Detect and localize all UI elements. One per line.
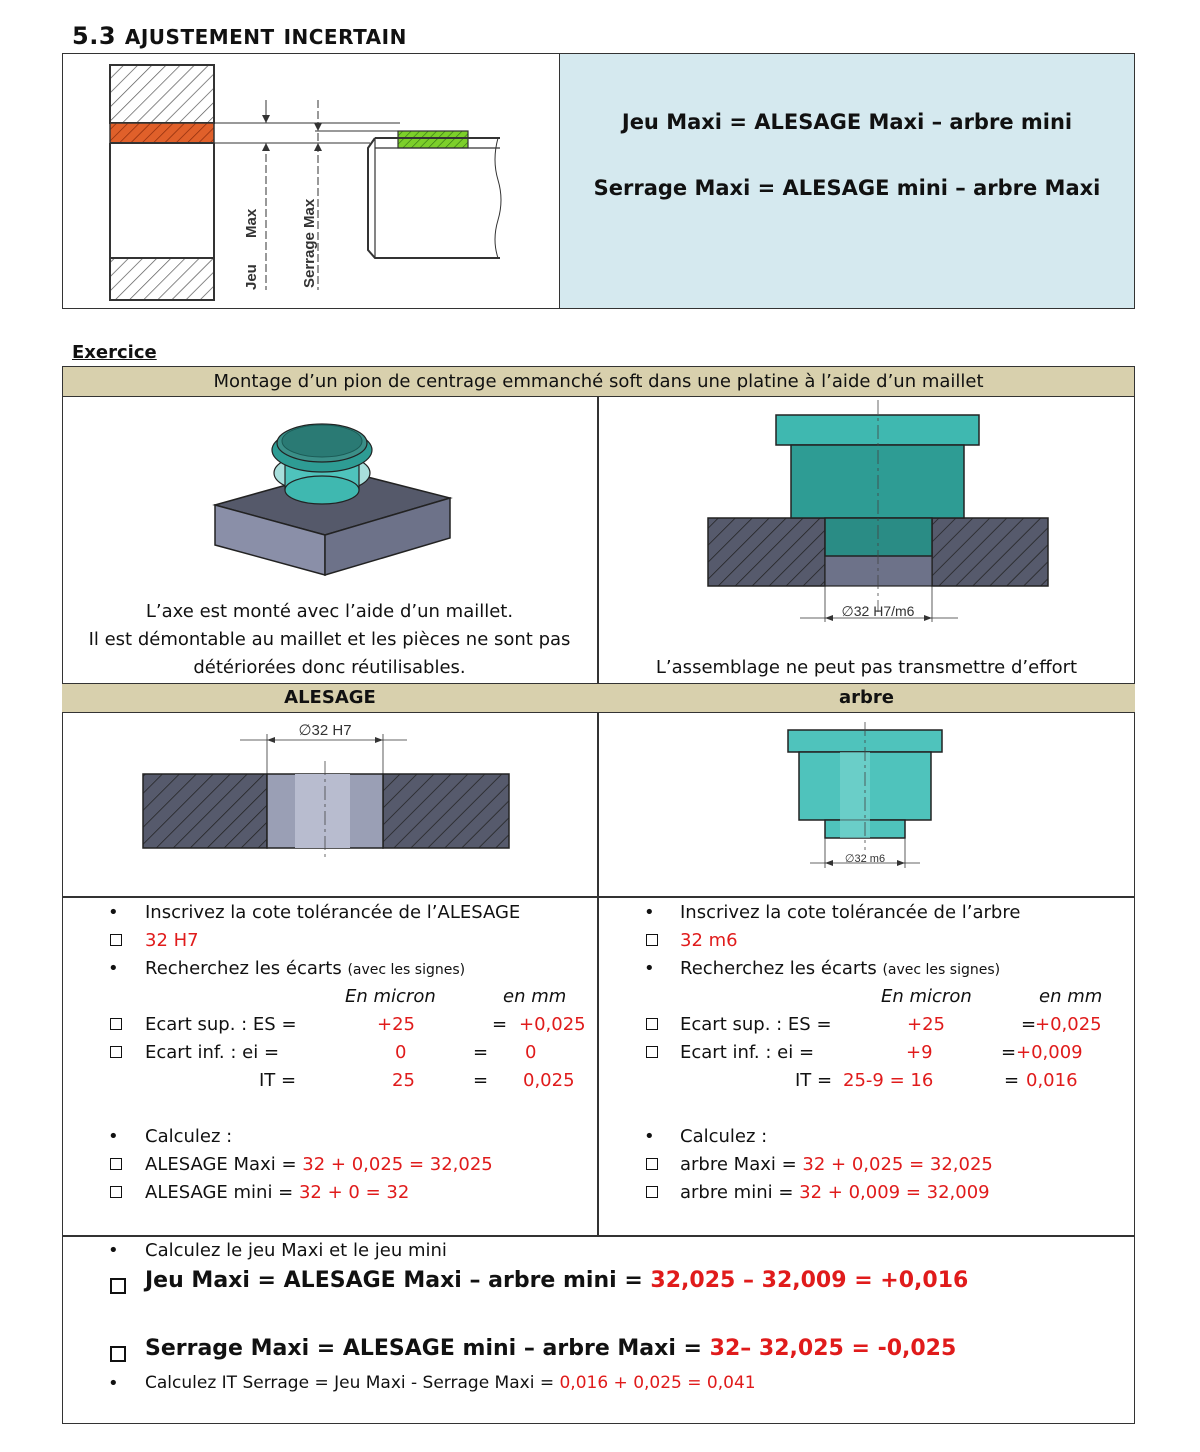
shaft-dimension-label: ∅32 m6 [844, 853, 886, 865]
bore-dimension-label: ∅32 H7 [298, 722, 352, 739]
diagram-label-jeu: Jeu [243, 264, 260, 290]
bullet: • [644, 1126, 655, 1147]
bullet: • [108, 1240, 119, 1261]
isometric-assembly-illustration [205, 410, 465, 580]
right-ei-micron: +9 [906, 1042, 933, 1063]
col-header-alesage: ALESAGE [62, 683, 598, 713]
exercise-banner: Montage d’un pion de centrage emmanché soft dans une platine à l’aide d’un maillet [62, 366, 1135, 397]
right-es-micron: +25 [907, 1014, 945, 1035]
left-it-eq: = [473, 1070, 489, 1091]
assembly-dimension-label: ∅32 H7/m6 [841, 603, 915, 619]
left-answers [62, 900, 598, 1230]
left-calc: Calculez : [145, 1126, 233, 1147]
left-caption [62, 598, 597, 682]
right-it-mm: 0,016 [1026, 1070, 1078, 1091]
section-title-part2: INCERTAIN [283, 25, 407, 49]
left-hdr-mm: en mm [503, 986, 567, 1007]
diagram-label-serrage-max: Serrage Max [301, 198, 318, 288]
right-maxi: arbre Maxi = 32 + 0,025 = 32,025 [680, 1154, 993, 1175]
section-title [72, 22, 407, 50]
left-hdr-micron: En micron [345, 986, 436, 1007]
right-es-label: Ecart sup. : ES = [680, 1014, 832, 1035]
bullet: • [108, 902, 119, 923]
bullet: • [108, 1126, 119, 1147]
right-hdr-mm: en mm [1039, 986, 1103, 1007]
left-mini: ALESAGE mini = 32 + 0 = 32 [145, 1182, 410, 1203]
checkbox-icon [110, 1158, 122, 1170]
col-header-arbre: arbre [598, 683, 1135, 713]
right-it-eq: = [1004, 1070, 1020, 1091]
bullet: • [644, 958, 655, 979]
left-it-mm: 0,025 [523, 1070, 575, 1091]
right-ei-label: Ecart inf. : ei = [680, 1042, 815, 1063]
right-hdr-micron: En micron [881, 986, 972, 1007]
left-it-micron: 25 [392, 1070, 415, 1091]
left-es-mm: +0,025 [519, 1014, 586, 1035]
left-caption-line-1: L’axe est monté avec l’aide d’un maillet. [145, 601, 514, 622]
right-it-micron: 25-9 = 16 [843, 1070, 934, 1091]
checkbox-icon [646, 1186, 658, 1198]
bullet: • [108, 958, 119, 979]
checkbox-icon [110, 1046, 122, 1058]
right-es-mm: +0,025 [1035, 1014, 1102, 1035]
section-number: 5.3 [72, 22, 117, 50]
right-ei-eq: = [1001, 1042, 1017, 1063]
fit-diagram [100, 60, 530, 306]
left-it-label: IT = [259, 1070, 297, 1091]
checkbox-icon [110, 1278, 126, 1294]
it-serrage-result: Calculez IT Serrage = Jeu Maxi - Serrage Maxi = 0,016 + 0,025 = 0,041 [145, 1373, 756, 1393]
checkbox-icon [646, 934, 658, 946]
formula-jeu-maxi: Jeu Maxi = ALESAGE Maxi – arbre mini [621, 110, 1073, 134]
right-mini: arbre mini = 32 + 0,009 = 32,009 [680, 1182, 990, 1203]
row-divider-2 [62, 1235, 1135, 1237]
left-caption-line-3: détériorées donc réutilisables. [193, 657, 466, 678]
right-it-label: IT = [795, 1070, 833, 1091]
right-es-eq: = [1021, 1014, 1037, 1035]
right-ei-mm: +0,009 [1016, 1042, 1083, 1063]
left-q2: Recherchez les écarts (avec les signes) [145, 958, 466, 979]
section-title-part1: AJUSTEMENT [124, 25, 275, 49]
bullet: • [108, 1373, 119, 1394]
checkbox-icon [110, 934, 122, 946]
formula-box [559, 53, 1135, 309]
checkbox-icon [646, 1018, 658, 1030]
checkbox-icon [110, 1346, 126, 1362]
bottom-question: Calculez le jeu Maxi et le jeu mini [145, 1240, 447, 1261]
left-ei-eq: = [473, 1042, 489, 1063]
right-q1: Inscrivez la cote tolérancée de l’arbre [680, 902, 1021, 923]
left-ei-micron: 0 [395, 1042, 407, 1063]
jeu-maxi-result: Jeu Maxi = ALESAGE Maxi – arbre mini = 32,025 – 32,009 = +0,016 [145, 1268, 969, 1293]
checkbox-icon [646, 1158, 658, 1170]
left-es-label: Ecart sup. : ES = [145, 1014, 297, 1035]
left-ei-mm: 0 [525, 1042, 537, 1063]
right-caption: L’assemblage ne peut pas transmettre d’effort [655, 657, 1078, 678]
serrage-maxi-result: Serrage Maxi = ALESAGE mini – arbre Maxi = 32– 32,025 = -0,025 [145, 1336, 957, 1361]
shaft-drawing [780, 720, 950, 870]
bottom-results [62, 1238, 1135, 1423]
left-es-eq: = [492, 1014, 508, 1035]
assembly-section-drawing [700, 400, 1055, 630]
bullet: • [644, 902, 655, 923]
left-caption-line-2: Il est démontable au maillet et les pièces ne sont pas [88, 629, 571, 650]
left-es-micron: +25 [377, 1014, 415, 1035]
row-divider-1 [62, 896, 1135, 898]
checkbox-icon [110, 1018, 122, 1030]
left-q1: Inscrivez la cote tolérancée de l’ALESAGE [145, 902, 521, 923]
bore-section-drawing [135, 716, 520, 861]
left-a1: 32 H7 [145, 930, 199, 951]
exercise-label: Exercice [72, 342, 157, 363]
right-q2: Recherchez les écarts (avec les signes) [680, 958, 1001, 979]
left-maxi: ALESAGE Maxi = 32 + 0,025 = 32,025 [145, 1154, 493, 1175]
right-a1: 32 m6 [680, 930, 738, 951]
right-calc: Calculez : [680, 1126, 768, 1147]
left-ei-label: Ecart inf. : ei = [145, 1042, 280, 1063]
diagram-label-max: Max [243, 208, 260, 238]
checkbox-icon [110, 1186, 122, 1198]
formula-serrage-maxi: Serrage Maxi = ALESAGE mini – arbre Maxi [593, 176, 1101, 200]
checkbox-icon [646, 1046, 658, 1058]
right-answers [598, 900, 1135, 1230]
